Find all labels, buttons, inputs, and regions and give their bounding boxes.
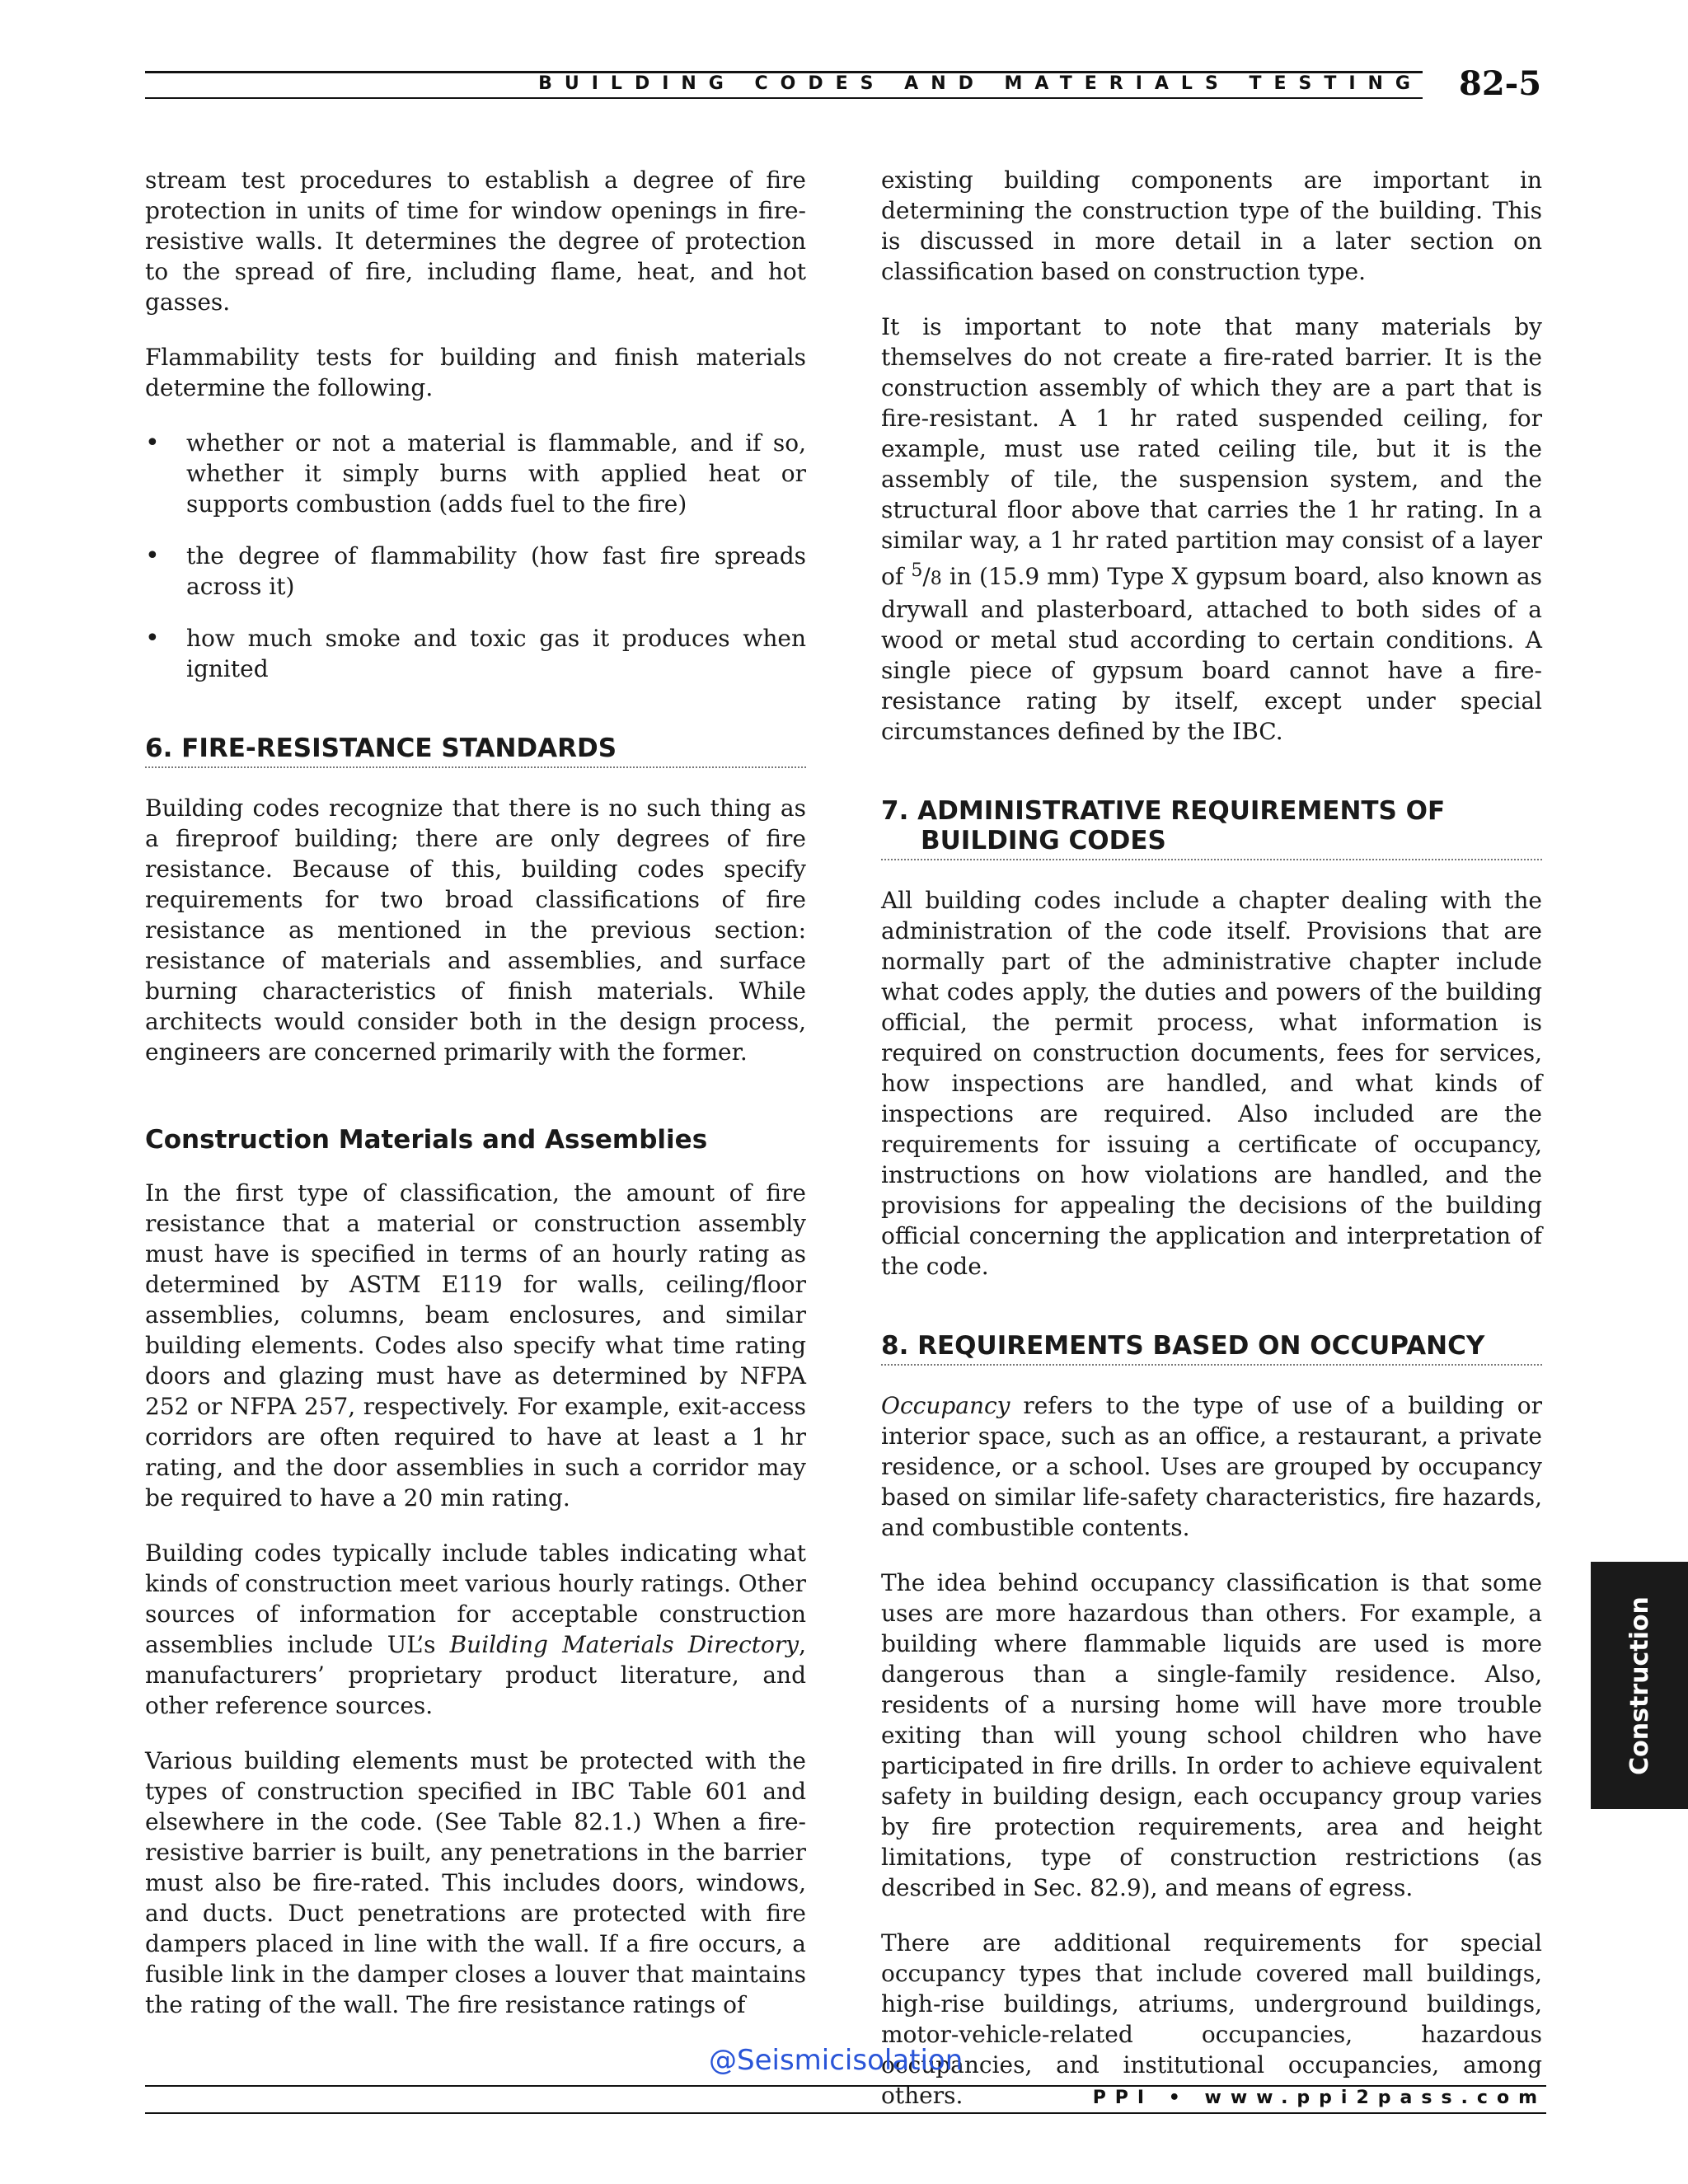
bullet-icon: • (145, 429, 160, 457)
paragraph: Various building elements must be protected with the types of construction specified in IBC Table 601 and elsewhere in the code. (See Table 82.1.) When a fire-resistive barrier is built, any penetrations in the barrier must also be fire-rated. This includes doors, windows, and ducts. Duct penetrations are protected with fire dampers placed in line with the wall. If a fire occurs, a fusible link in the damper closes a louver that maintains the rating of the wall. The fire resistance ratings of (145, 1747, 806, 2018)
paragraph: In the first type of classification, the amount of fire resistance that a material or construction assembly must have is specified in terms of an hourly rating as determined by ASTM E119 for walls, ceiling/floor assemblies, columns, beam enclosures, and similar building elements. Codes also specify what time rating doors and glazing must have as determined by NFPA 252 or NFPA 257, respectively. For example, exit-access corridors are often required to have at least a 1 hr rating, and the door assemblies in such a corridor may be required to have a 20 min rating. (145, 1179, 806, 1511)
right-column (881, 165, 1542, 2135)
footer-text: PPI • www.ppi2pass.com (1092, 2088, 1546, 2108)
bullet-list (145, 428, 806, 684)
header-rule-bottom (145, 97, 1423, 99)
list-item (145, 428, 806, 519)
text-run: refers to the type of use of a building or interior space, such as an office, a restaurant, a private residence, or a school. Uses are grouped by occupancy based on similar life-safety characteristics, fire hazards, and combustible contents. (881, 1392, 1542, 1541)
text-run: , manufacturers’ proprietary product literature, and other reference sources. (145, 1631, 806, 1719)
section-8-heading: 8. REQUIREMENTS BASED ON OCCUPANCY (881, 1331, 1542, 1366)
list-item (145, 623, 806, 684)
thumb-tab-label: Construction (1625, 1596, 1654, 1775)
text-run: in (15.9 mm) Type X gypsum board, also known as drywall and plasterboard, attached to both sides of a wood or metal stud according to certain conditions. A single piece of gypsum board cannot have a fire-resistance rating by itself, except under special circumstances defined by the IBC. (881, 563, 1543, 745)
bullet-icon: • (145, 541, 160, 570)
paragraph: stream test procedures to establish a degree of fire protection in units of time for window openings in fire-resistive walls. It determines the degree of protection to the spread of fire, including flame, heat, and hot gasses. (145, 166, 806, 316)
paragraph: existing building components are important in determining the construction type of the building. This is discussed in more detail in a later section on classification based on construction type. (881, 166, 1542, 285)
fraction-numerator: 5 (911, 560, 923, 581)
paragraph: All building codes include a chapter dealing with the administration of the code itself. Provisions that are normally part of the administrative chapter include what codes apply, the duties and powers of the building official, the permit process, what information is required on construction documents, fees for services, how inspections are handled, and what kinds of inspections are required. Also included are the requirements for issuing a certificate of occupancy, instructions on how violations are handled, and the provisions for appealing the decisions of the building official concerning the application and interpretation of the code. (881, 887, 1542, 1280)
page-number: 82-5 (1459, 64, 1542, 103)
subsection-heading: Construction Materials and Assemblies (145, 1125, 708, 1155)
bullet-icon: • (145, 624, 160, 653)
text-run: Building codes typically include tables indicating what kinds of construction meet various hourly ratings. Other sources of information for acceptable construction assemblies include UL’s (145, 1540, 807, 1658)
list-item-text: whether or not a material is flammable, and if so, whether it simply burns with applied heat or supports combustion (adds fuel to the fire) (186, 429, 806, 518)
paragraph: Building codes recognize that there is no such thing as a fireproof building; there are only degrees of fire resistance. Because of this, building codes specify requirements for two broad classifications of fire resistance as mentioned in the previous section: resistance of materials and assemblies, and surface burning characteristics of finish materials. While architects would consider both in the design process, engineers are concerned primarily with the former. (145, 794, 806, 1066)
construction-thumb-tab (1591, 1562, 1688, 1809)
paragraph (881, 1390, 1542, 1543)
paragraph (145, 1538, 806, 1721)
list-item-text: how much smoke and toxic gas it produces when ignited (186, 625, 806, 682)
italic-term: Occupancy (881, 1392, 1010, 1419)
list-item (145, 541, 806, 602)
watermark: @Seismicisolation (709, 2044, 964, 2077)
list-item-text: the degree of flammability (how fast fire spreads across it) (186, 542, 806, 600)
paragraph: There are additional requirements for special occupancy types that include covered mall buildings, high-rise buildings, atriums, underground buildings, motor-vehicle-related occupancies, hazardous occupancies, and institutional occupancies, among others. (881, 1929, 1542, 2109)
left-column (145, 165, 806, 2045)
footer-rule-bottom (145, 2112, 1546, 2114)
fraction-denominator: 8 (930, 569, 942, 589)
paragraph: It is important to note that many materials by themselves do not create a fire-rated barrier. It is the construction assembly of which they are a part that is fire-resistant. A 1 hr rated suspended ceiling, for example, must use rated ceiling tile, but it is the assembly of tile, the suspension system, and the structural floor above that carries the 1 hr rating. In a similar way, a 1 hr rated partition may consist of a layer of $^5$/8 in (15.9 mm) Type X gypsum board, also known as drywall and plasterboard, attached to both sides of a wood or metal stud according to certain conditions. A single piece of gypsum board cannot have a fire-resistance rating by itself, except under special circumstances defined by the IBC. (881, 313, 1543, 745)
paragraph: Flammability tests for building and finish materials determine the following. (145, 344, 806, 401)
paragraph: The idea behind occupancy classification is that some uses are more hazardous than others. For example, a building where flammable liquids are used is more dangerous than a single-family residence. Also, residents of a nursing home will have more trouble exiting than will young school children who have participated in fire drills. In order to achieve equivalent safety in building design, each occupancy group varies by fire protection requirements, area and height limitations, type of construction restrictions (as described in Sec. 82.9), and means of egress. (881, 1569, 1542, 1901)
text-run: It is important to note that many materials by themselves do not create a fire-rated barrier. It is the construction assembly of which they are a part that is fire-resistant. A 1 hr rated suspended ceiling, for example, must use rated ceiling tile, but it is the assembly of tile, the suspension system, and the structural floor above that carries the 1 hr rating. In a similar way, a 1 hr rated partition may consist of a layer of (881, 313, 1542, 590)
section-6-heading: 6. FIRE-RESISTANCE STANDARDS (145, 733, 806, 768)
running-head: BUILDING CODES AND MATERIALS TESTING (538, 73, 1423, 94)
section-7-heading: 7. ADMINISTRATIVE REQUIREMENTS OF BUILDING CODES (881, 796, 1542, 860)
italic-title: Building Materials Directory (449, 1631, 799, 1658)
